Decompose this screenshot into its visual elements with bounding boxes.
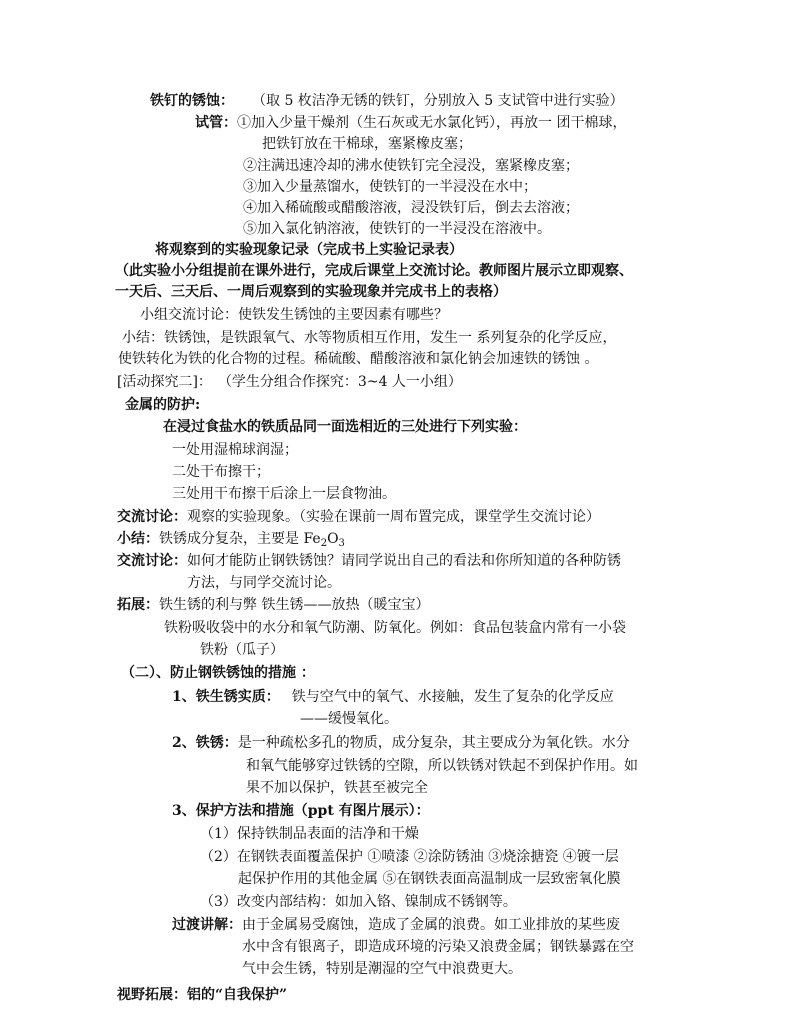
method-item: （1）保持铁制品表面的洁净和干燥 [200, 825, 419, 842]
discussion-line-1 [117, 507, 600, 527]
activity-text: （学生分组合作探究：3~4 人一小组） [217, 374, 462, 391]
transition-line [172, 915, 620, 935]
tube-item: 把铁钉放在干棉球，塞紧橡皮塞； [262, 136, 472, 153]
transition-label: 过渡讲解： [172, 916, 242, 933]
point-text: 是一种疏松多孔的物质，成分复杂，其主要成分为氧化铁。水分 [237, 735, 630, 752]
transition-text: 水中含有银离子，即造成环境的污染又浪费金属；钢铁暴露在空 [242, 938, 634, 955]
experiment-note: 一天后、三天后、一周后观察到的实验现象并完成书上的表格） [115, 284, 507, 301]
tube-item: ①加入少量干燥剂（生石灰或无水氯化钙），再放一 团干棉球， [237, 115, 627, 132]
point-text: 和氧气能够穿过铁锈的空隙，所以铁锈对铁起不到保护作用。如 [246, 757, 638, 774]
point-3-label: 3、保护方法和措施（ppt 有图片展示）： [172, 802, 430, 819]
extension-text: 铁粉（瓜子） [200, 642, 284, 659]
method-item: （2）在钢铁表面覆盖保护 ①喷漆 ②涂防锈油 ③烧涂搪瓷 ④镀一层 [200, 848, 619, 865]
rusting-title: 铁钉的锈蚀： [150, 93, 234, 110]
discussion-label: 交流讨论： [117, 508, 187, 525]
discussion-line-2 [117, 551, 621, 571]
formula-element: O [327, 530, 339, 547]
point-label: 2、铁锈： [172, 735, 238, 752]
tube-item: ③加入少量蒸馏水，使铁钉的一半浸没在水中； [243, 178, 537, 195]
discussion-text: 方法，与同学交流讨论。 [187, 575, 341, 592]
section-heading: （二）、防止钢铁锈蚀的措施 ： [121, 665, 315, 682]
tube-line-1 [195, 113, 626, 133]
point-text: 铁与空气中的氧气、水接触，发生了复杂的化学反应 [291, 689, 614, 706]
tube-item: ②注满迅速冷却的沸水使铁钉完全浸没，塞紧橡皮塞； [243, 157, 579, 174]
activity-line [117, 372, 462, 392]
tube-item: ⑤加入氯化钠溶液，使铁钉的一半浸没在溶液中。 [243, 220, 551, 237]
point-2 [172, 733, 630, 753]
tube-item: ④加入稀硫酸或醋酸溶液，浸没铁钉后，倒去去溶液； [243, 199, 579, 216]
method-item: 起保护作用的其他金属 ⑤在钢铁表面高温制成一层致密氧化膜 [238, 870, 621, 887]
point-text: 果不加以保护，铁甚至被完全 [246, 779, 428, 796]
extension-label: 拓展： [117, 597, 159, 614]
point-text: ——缓慢氧化。 [300, 711, 398, 728]
experiment-instruction: 在浸过食盐水的铁质品同一面选相近的三处进行下列实验： [163, 418, 527, 435]
transition-text: 气中会生锈，特别是潮湿的空气中浪费更大。 [242, 961, 522, 978]
tube-label: 试管： [195, 115, 237, 132]
formula-subscript: 2 [320, 537, 328, 549]
extension-text: 铁粉吸收袋中的水分和氧气防潮、防氧化。例如：食品包装盒内常有一小袋 [164, 620, 626, 637]
method-item: （3）改变内部结构：如加入铬、镍制成不锈钢等。 [200, 893, 517, 910]
spot-item: 二处干布擦干； [172, 463, 270, 480]
activity-label: [活动探究二]： [117, 374, 212, 391]
experiment-note: （此实验小分组提前在课外进行，完成后课堂上交流讨论。教师图片展示立即观察、 [115, 263, 633, 280]
protection-title: 金属的防护: [125, 396, 201, 413]
discussion-label: 交流讨论： [117, 553, 187, 570]
summary-text: 铁锈蚀，是铁跟氧气、水等物质相互作用，发生一 系列复杂的化学反应， [164, 330, 617, 347]
spot-item: 一处用湿棉球润湿； [172, 441, 298, 458]
discussion-text: 如何才能防止钢铁锈蚀？请同学说出自己的看法和你所知道的各种防锈 [187, 553, 621, 570]
record-instruction: 将观察到的实验现象记录（完成书上实验记录表） [155, 242, 463, 258]
summary-text: 使铁转化为铁的化合物的过程。稀硫酸、醋酸溶液和氯化钠会加速铁的锈蚀 。 [118, 351, 599, 368]
vision-extension: 视野拓展：铝的“自我保护” [117, 987, 288, 1003]
transition-text: 由于金属易受腐蚀，造成了金属的浪费。如工业排放的某些废 [242, 916, 620, 933]
summary-label: 小结： [117, 530, 159, 547]
summary-label: 小结： [122, 330, 164, 347]
summary-line-1 [122, 328, 616, 348]
extension-text: 铁生锈的利与弊 铁生锈——放热（暖宝宝） [159, 597, 430, 614]
rusting-intro: （取 5 枚洁净无锈的铁钉，分别放入 5 支试管中进行实验） [252, 93, 624, 110]
point-label: 1、铁生锈实质： [172, 689, 280, 706]
discussion-text: 观察的实验现象。（实验在课前一周布置完成，课堂学生交流讨论） [187, 508, 600, 525]
summary-text: 铁锈成分复杂，主要是 Fe [159, 530, 321, 547]
group-discussion: 小组交流讨论：使铁发生锈蚀的主要因素有哪些？ [140, 307, 448, 324]
rusting-line [150, 91, 624, 111]
spot-item: 三处用干布擦干后涂上一层食物油。 [172, 485, 396, 502]
formula-subscript: 3 [338, 537, 345, 549]
extension-line [117, 595, 429, 615]
point-1 [172, 687, 614, 707]
